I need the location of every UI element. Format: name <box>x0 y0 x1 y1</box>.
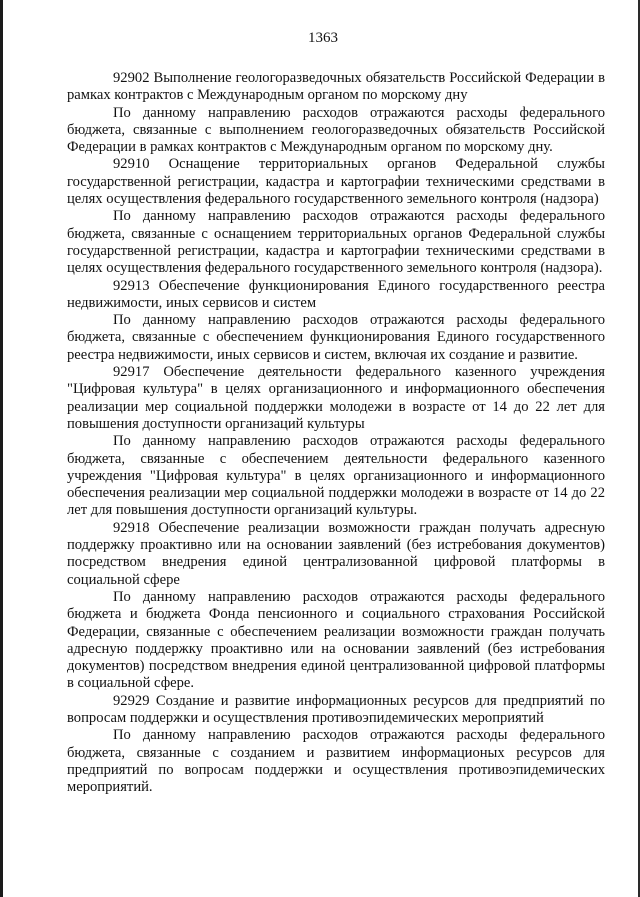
section-heading-92913: 92913 Обеспечение функционирования Единого государственного реестра недвижимости, иных сервисов и систем <box>67 277 605 311</box>
section-description-92902: По данному направлению расходов отражаются расходы федерального бюджета, связанные с выполнением геологоразведочных обязательств Российской Федерации в рамках контрактов с Международным органом по морскому дну. <box>67 104 605 156</box>
section-heading-92902: 92902 Выполнение геологоразведочных обязательств Российской Федерации в рамках контрактов с Международным органом по морскому дну <box>67 70 605 104</box>
page-number: 1363 <box>308 30 338 46</box>
section-heading-92917: 92917 Обеспечение деятельности федерального казенного учреждения "Цифровая культура" в целях организационного и информационного обеспечения реализации мер социальной поддержки молодежи в возрасте от 14 до 22 лет для повышения доступности организаций культуры <box>67 364 605 432</box>
section-description-92910: По данному направлению расходов отражаются расходы федерального бюджета, связанные с оснащением территориальных органов Федеральной службы государственной регистрации, кадастра и картографии техническими средствами в целях осуществления федерального государственного земельного контроля (надзора). <box>67 208 605 277</box>
section-description-92918: По данному направлению расходов отражаются расходы федерального бюджета и бюджета Фонда пенсионного и социального страхования Российской Федерации, связанные с обеспечением реализации возможности граждан получать адресную поддержку проактивно или на основании заявлений (без истребования документов) посредством внедрения единой централизованной цифровой платформы в социальной сфере. <box>67 588 605 692</box>
section-heading-92918: 92918 Обеспечение реализации возможности граждан получать адресную поддержку проактивно или на основании заявлений (без истребования документов) посредством внедрения единой централизованной цифровой платформы в социальной сфере <box>67 519 605 588</box>
section-description-92929: По данному направлению расходов отражаются расходы федерального бюджета, связанные с созданием и развитием информационых ресурсов для предприятий по вопросам поддержки и осуществления противоэпидемических мероприятий. <box>67 727 605 796</box>
section-heading-92929: 92929 Создание и развитие информационных ресурсов для предприятий по вопросам поддержки и осуществления противоэпидемических мероприятий <box>67 692 605 726</box>
section-heading-92910: 92910 Оснащение территориальных органов Федеральной службы государственной регистрации, кадастра и картографии техническими средствами в целях осуществления федерального государственного земельного контроля (надзора) <box>67 156 605 208</box>
section-description-92913: По данному направлению расходов отражаются расходы федерального бюджета, связанные с обеспечением функционирования Единого государственного реестра недвижимости, иных сервисов и систем, включая их создание и развитие. <box>67 312 605 363</box>
section-description-92917: По данному направлению расходов отражаются расходы федерального бюджета, связанные с обеспечением деятельности федерального казенного учреждения "Цифровая культура" в целях организационного и информационного обеспечения реализации мер социальной поддержки молодежи в возрасте от 14 до 22 лет для повышения доступности организаций культуры. <box>67 433 605 519</box>
document-body <box>67 70 605 796</box>
